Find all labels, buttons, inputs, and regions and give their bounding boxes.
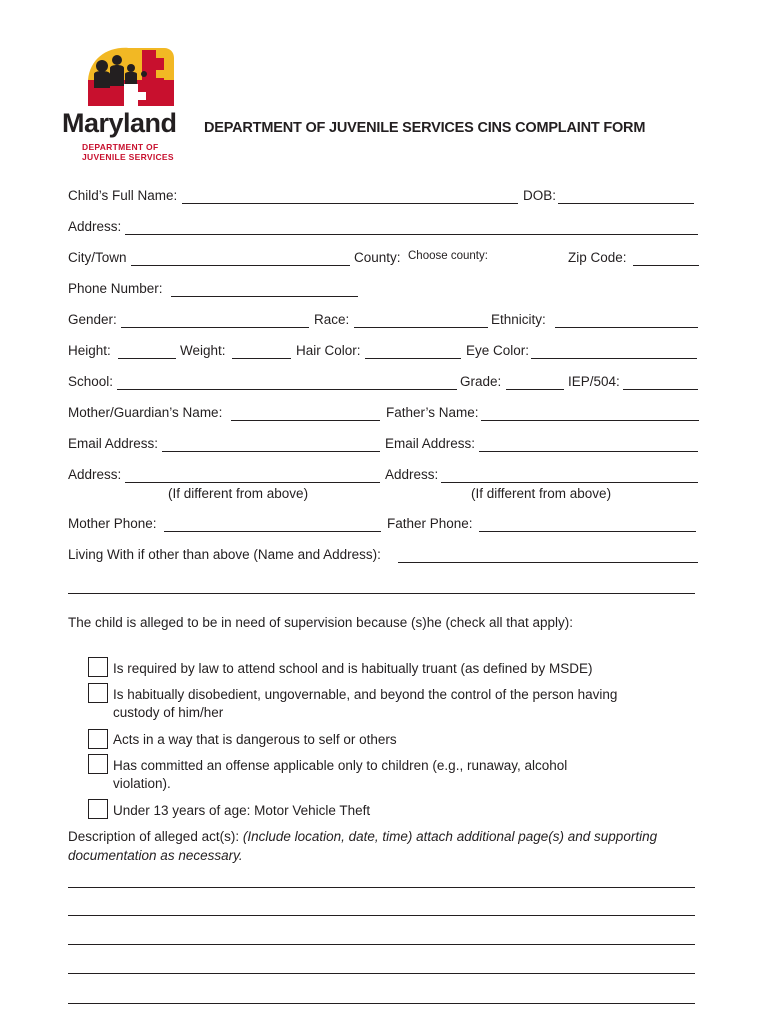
race-label: Race:: [314, 312, 350, 327]
mother-phone-field[interactable]: [164, 531, 381, 532]
living-with-label: Living With if other than above (Name and Address):: [68, 547, 381, 562]
ungovernable-option-label: Is habitually disobedient, ungovernable, and beyond the control of the person having: [113, 687, 618, 702]
gender-label: Gender:: [68, 312, 117, 327]
weight-label: Weight:: [180, 343, 226, 358]
description-heading: [68, 829, 657, 845]
height-label: Height:: [68, 343, 111, 358]
school-label: School:: [68, 374, 114, 389]
maryland-logo: [84, 44, 176, 110]
gender-field[interactable]: [121, 327, 309, 328]
living-with-field[interactable]: [398, 562, 698, 563]
child-offense-option-label-2: violation).: [113, 776, 171, 791]
eye-color-label: Eye Color:: [466, 343, 530, 358]
father-phone-label: Father Phone:: [387, 516, 473, 531]
mother-name-field[interactable]: [231, 420, 380, 421]
iep-field[interactable]: [623, 389, 698, 390]
grade-field[interactable]: [506, 389, 564, 390]
ethnicity-field[interactable]: [555, 327, 698, 328]
page-title: DEPARTMENT OF JUVENILE SERVICES CINS COMPLAINT FORM: [204, 120, 646, 136]
weight-field[interactable]: [232, 358, 291, 359]
if-different-note-2: (If different from above): [471, 486, 612, 501]
zip-field[interactable]: [633, 265, 699, 266]
address-field[interactable]: [125, 234, 698, 235]
county-select[interactable]: Choose county:: [408, 250, 488, 262]
logo-wordmark: Maryland: [62, 108, 177, 138]
living-with-field-line-2[interactable]: [68, 593, 695, 594]
description-line-3[interactable]: [68, 944, 695, 945]
ethnicity-label: Ethnicity:: [491, 312, 546, 327]
dangerous-option-label: Acts in a way that is dangerous to self or others: [113, 732, 397, 747]
dob-label: DOB:: [523, 188, 557, 203]
city-label: City/Town: [68, 250, 127, 265]
mother-name-label: Mother/Guardian’s Name:: [68, 405, 223, 420]
supervision-intro: The child is alleged to be in need of supervision because (s)he (check all that apply):: [68, 615, 574, 630]
description-line-5[interactable]: [68, 1003, 695, 1004]
phone-label: Phone Number:: [68, 281, 163, 296]
eye-color-field[interactable]: [531, 358, 697, 359]
if-different-note-1: (If different from above): [168, 486, 309, 501]
logo-subtitle-2: JUVENILE SERVICES: [82, 152, 174, 162]
child-offense-checkbox[interactable]: [88, 754, 108, 774]
child-offense-option-label: Has committed an offense applicable only to children (e.g., runaway, alcohol: [113, 758, 568, 773]
mother-email-field[interactable]: [162, 451, 380, 452]
dob-field[interactable]: [558, 203, 694, 204]
father-email-field[interactable]: [479, 451, 698, 452]
ungovernable-option-label-2: custody of him/her: [113, 705, 224, 720]
father-email-label: Email Address:: [385, 436, 476, 451]
family-flag-icon: [84, 44, 176, 110]
child-name-field[interactable]: [182, 203, 518, 204]
race-field[interactable]: [354, 327, 488, 328]
description-hint: (Include location, date, time) attach additional page(s) and supporting: [242, 829, 658, 844]
zip-label: Zip Code:: [568, 250, 627, 265]
address-label: Address:: [68, 219, 122, 234]
hair-color-field[interactable]: [365, 358, 461, 359]
height-field[interactable]: [118, 358, 176, 359]
school-field[interactable]: [117, 389, 457, 390]
description-hint-2: documentation as necessary.: [68, 848, 243, 863]
mother-phone-label: Mother Phone:: [68, 516, 157, 531]
county-label: County:: [354, 250, 401, 265]
description-line-4[interactable]: [68, 973, 695, 974]
dangerous-checkbox[interactable]: [88, 729, 108, 749]
mother-address-field[interactable]: [125, 482, 380, 483]
truant-option-label: Is required by law to attend school and is habitually truant (as defined by MSDE): [113, 661, 593, 676]
description-label: Description of alleged act(s):: [68, 829, 243, 844]
phone-field[interactable]: [171, 296, 358, 297]
grade-label: Grade:: [460, 374, 502, 389]
description-line-1[interactable]: [68, 887, 695, 888]
child-name-label: Child’s Full Name:: [68, 188, 178, 203]
iep-label: IEP/504:: [568, 374, 620, 389]
logo-subtitle-1: DEPARTMENT OF: [82, 142, 159, 152]
father-name-label: Father’s Name:: [386, 405, 479, 420]
father-phone-field[interactable]: [479, 531, 696, 532]
vehicle-theft-option-label: Under 13 years of age: Motor Vehicle Theft: [113, 803, 371, 818]
father-address-field[interactable]: [441, 482, 698, 483]
truant-checkbox[interactable]: [88, 657, 108, 677]
father-address-label: Address:: [385, 467, 439, 482]
mother-address-label: Address:: [68, 467, 122, 482]
mother-email-label: Email Address:: [68, 436, 159, 451]
ungovernable-checkbox[interactable]: [88, 683, 108, 703]
city-field[interactable]: [131, 265, 350, 266]
description-line-2[interactable]: [68, 915, 695, 916]
father-name-field[interactable]: [481, 420, 699, 421]
vehicle-theft-checkbox[interactable]: [88, 799, 108, 819]
hair-color-label: Hair Color:: [296, 343, 361, 358]
